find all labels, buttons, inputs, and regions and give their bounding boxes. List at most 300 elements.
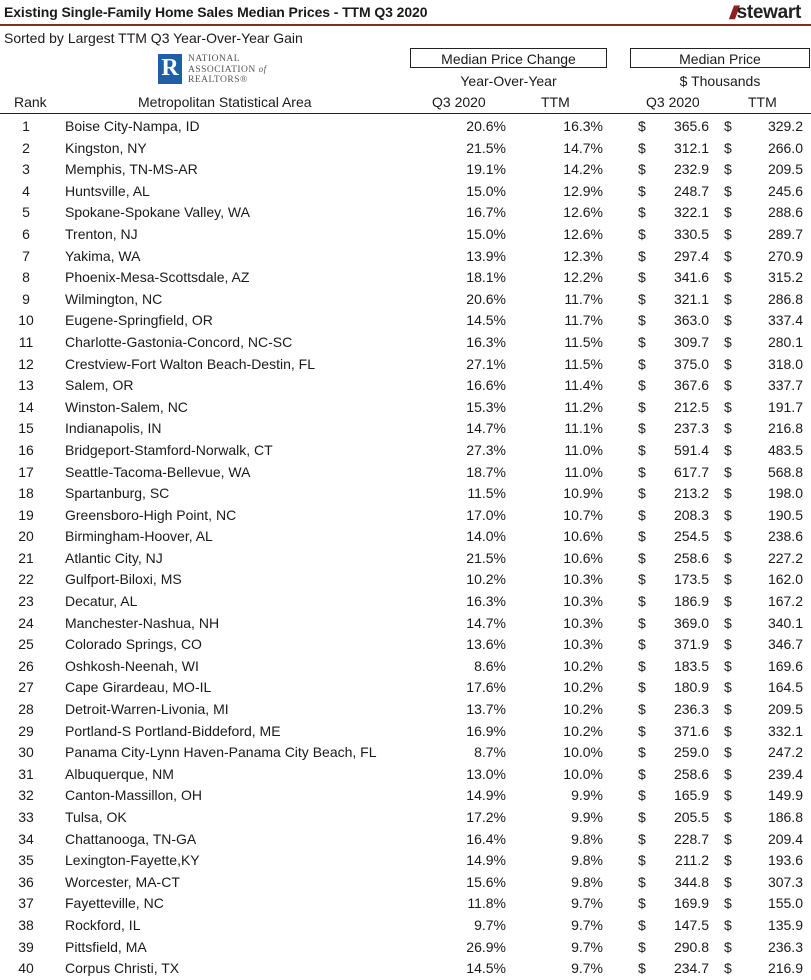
- ttm-change-cell: 11.7%: [564, 290, 603, 307]
- ttm-change-cell: 12.2%: [563, 269, 603, 286]
- nar-logo: [158, 54, 267, 85]
- currency-symbol: $: [724, 873, 732, 890]
- rank-cell: 22: [18, 571, 34, 588]
- currency-symbol: $: [724, 420, 732, 437]
- table-row: [0, 634, 811, 656]
- q3-price-cell: 365.6: [673, 118, 709, 134]
- col-header-rank: Rank: [14, 94, 47, 110]
- currency-symbol: $: [638, 916, 646, 933]
- ttm-price-cell: 236.3: [767, 938, 803, 955]
- q3-price-cell: 248.7: [673, 182, 709, 199]
- rank-cell: 10: [18, 312, 34, 329]
- table-row: [0, 224, 811, 246]
- currency-symbol: $: [638, 355, 646, 372]
- q3-change-cell: 20.6%: [466, 290, 506, 307]
- table-row: [0, 785, 811, 807]
- rank-cell: 25: [18, 636, 34, 653]
- q3-change-cell: 13.9%: [466, 247, 506, 264]
- ttm-change-cell: 16.3%: [563, 118, 603, 134]
- currency-symbol: $: [638, 701, 646, 718]
- q3-price-cell: 205.5: [673, 809, 709, 825]
- area-cell: Spartanburg, SC: [65, 485, 170, 502]
- ttm-change-cell: 10.7%: [563, 506, 603, 523]
- header-divider: [0, 113, 811, 114]
- q3-price-cell: 169.9: [673, 895, 709, 912]
- rank-cell: 34: [18, 830, 34, 847]
- currency-symbol: $: [724, 852, 732, 869]
- area-cell: Fayetteville, NC: [65, 895, 164, 912]
- area-cell: Chattanooga, TN-GA: [65, 830, 197, 847]
- currency-symbol: $: [638, 960, 646, 977]
- area-cell: Worcester, MA-CT: [65, 873, 180, 890]
- table-row: [0, 397, 811, 419]
- q3-price-cell: 165.9: [673, 787, 709, 804]
- q3-change-cell: 9.7%: [474, 916, 506, 933]
- table-row: [0, 462, 811, 484]
- median-price-change-header: Median Price Change: [410, 48, 607, 68]
- table-row: [0, 677, 811, 699]
- ttm-price-cell: 346.7: [767, 636, 803, 653]
- currency-symbol: $: [638, 312, 646, 329]
- q3-change-cell: 27.3%: [466, 441, 506, 458]
- currency-symbol: $: [724, 744, 732, 761]
- q3-change-cell: 13.0%: [466, 765, 506, 782]
- currency-symbol: $: [724, 139, 732, 156]
- rank-cell: 14: [18, 398, 34, 415]
- thousands-subheader: $ Thousands: [679, 73, 761, 89]
- q3-change-cell: 18.7%: [466, 463, 506, 480]
- ttm-price-cell: 216.9: [767, 960, 803, 977]
- ttm-price-cell: 164.5: [767, 679, 803, 696]
- q3-change-cell: 15.6%: [466, 873, 506, 890]
- q3-price-cell: 259.0: [673, 744, 709, 761]
- currency-symbol: $: [638, 204, 646, 221]
- currency-symbol: $: [724, 657, 732, 674]
- rank-cell: 19: [18, 506, 34, 523]
- q3-change-cell: 16.4%: [466, 830, 506, 847]
- q3-change-cell: 11.8%: [467, 895, 506, 912]
- ttm-change-cell: 10.2%: [563, 657, 603, 674]
- area-cell: Seattle-Tacoma-Bellevue, WA: [65, 463, 251, 480]
- q3-price-cell: 211.2: [675, 852, 709, 869]
- q3-price-cell: 254.5: [673, 528, 709, 545]
- ttm-price-cell: 209.5: [767, 701, 803, 718]
- ttm-price-cell: 337.7: [767, 377, 803, 394]
- currency-symbol: $: [724, 333, 732, 350]
- q3-change-cell: 16.9%: [466, 722, 506, 739]
- q3-change-cell: 14.5%: [466, 960, 506, 977]
- currency-symbol: $: [638, 161, 646, 178]
- currency-symbol: $: [638, 420, 646, 437]
- ttm-price-cell: 337.4: [767, 312, 803, 329]
- q3-price-cell: 312.1: [673, 139, 709, 156]
- currency-symbol: $: [638, 593, 646, 610]
- q3-change-cell: 15.0%: [466, 225, 506, 242]
- q3-change-cell: 10.2%: [466, 571, 506, 588]
- q3-change-cell: 13.7%: [466, 701, 506, 718]
- q3-price-cell: 290.8: [673, 938, 709, 955]
- col-header-area: Metropolitan Statistical Area: [138, 94, 312, 110]
- q3-price-cell: 591.4: [673, 441, 709, 458]
- currency-symbol: $: [724, 809, 732, 825]
- area-cell: Detroit-Warren-Livonia, MI: [65, 701, 229, 718]
- ttm-change-cell: 11.5%: [564, 333, 603, 350]
- ttm-change-cell: 10.0%: [563, 744, 603, 761]
- q3-price-cell: 369.0: [673, 614, 709, 631]
- ttm-price-cell: 167.2: [767, 593, 803, 610]
- ttm-price-cell: 289.7: [767, 225, 803, 242]
- ttm-price-cell: 280.1: [767, 333, 803, 350]
- ttm-price-cell: 340.1: [767, 614, 803, 631]
- stewart-logo: [730, 2, 801, 24]
- ttm-change-cell: 11.1%: [564, 420, 603, 437]
- area-cell: Manchester-Nashua, NH: [65, 614, 220, 631]
- ttm-change-cell: 11.4%: [564, 377, 603, 394]
- table-row: [0, 289, 811, 311]
- ttm-change-cell: 11.0%: [564, 441, 603, 458]
- area-cell: Wilmington, NC: [65, 290, 163, 307]
- q3-price-cell: 341.6: [673, 269, 709, 286]
- page-subtitle: Sorted by Largest TTM Q3 Year-Over-Year Gain: [4, 30, 303, 46]
- currency-symbol: $: [724, 722, 732, 739]
- area-cell: Oshkosh-Neenah, WI: [65, 657, 199, 674]
- stewart-slashes-icon: ///: [729, 2, 736, 23]
- area-cell: Memphis, TN-MS-AR: [65, 161, 198, 178]
- table-row: [0, 742, 811, 764]
- currency-symbol: $: [724, 571, 732, 588]
- ttm-price-cell: 149.9: [767, 787, 803, 804]
- realtor-r-icon: R: [158, 54, 182, 84]
- rank-cell: 30: [18, 744, 34, 761]
- currency-symbol: $: [724, 204, 732, 221]
- currency-symbol: $: [638, 679, 646, 696]
- currency-symbol: $: [638, 182, 646, 199]
- area-cell: Portland-S Portland-Biddeford, ME: [65, 722, 281, 739]
- ttm-price-cell: 332.1: [767, 722, 803, 739]
- currency-symbol: $: [638, 787, 646, 804]
- area-cell: Rockford, IL: [65, 916, 141, 933]
- ttm-price-cell: 270.9: [767, 247, 803, 264]
- rank-cell: 20: [18, 528, 34, 545]
- ttm-price-cell: 209.5: [767, 161, 803, 178]
- q3-price-cell: 236.3: [673, 701, 709, 718]
- currency-symbol: $: [724, 161, 732, 178]
- area-cell: Eugene-Springfield, OR: [65, 312, 213, 329]
- rank-cell: 9: [22, 290, 30, 307]
- rank-cell: 29: [18, 722, 34, 739]
- currency-symbol: $: [638, 722, 646, 739]
- area-cell: Atlantic City, NJ: [65, 549, 163, 566]
- q3-change-cell: 8.7%: [474, 744, 506, 761]
- col-header-ttm-price: TTM: [748, 94, 777, 110]
- q3-change-cell: 15.0%: [466, 182, 506, 199]
- area-cell: Canton-Massillon, OH: [65, 787, 202, 804]
- currency-symbol: $: [724, 787, 732, 804]
- currency-symbol: $: [638, 571, 646, 588]
- currency-symbol: $: [724, 506, 732, 523]
- ttm-change-cell: 10.6%: [563, 528, 603, 545]
- ttm-change-cell: 10.3%: [563, 571, 603, 588]
- currency-symbol: $: [638, 528, 646, 545]
- table-row: [0, 893, 811, 915]
- q3-price-cell: 234.7: [673, 960, 709, 977]
- ttm-price-cell: 155.0: [767, 895, 803, 912]
- area-cell: Tulsa, OK: [65, 809, 127, 825]
- currency-symbol: $: [638, 873, 646, 890]
- page-title: Existing Single-Family Home Sales Median Prices - TTM Q3 2020: [4, 4, 428, 20]
- currency-symbol: $: [724, 960, 732, 977]
- table-row: [0, 116, 811, 138]
- rank-cell: 6: [22, 225, 30, 242]
- q3-price-cell: 330.5: [673, 225, 709, 242]
- q3-change-cell: 14.9%: [466, 787, 506, 804]
- ttm-change-cell: 12.6%: [563, 204, 603, 221]
- q3-price-cell: 186.9: [673, 593, 709, 610]
- currency-symbol: $: [638, 247, 646, 264]
- currency-symbol: $: [724, 916, 732, 933]
- area-cell: Huntsville, AL: [65, 182, 150, 199]
- ttm-price-cell: 198.0: [767, 485, 803, 502]
- area-cell: Winston-Salem, NC: [65, 398, 188, 415]
- q3-price-cell: 309.7: [673, 333, 709, 350]
- rank-cell: 23: [18, 593, 34, 610]
- table-row: [0, 958, 811, 980]
- ttm-change-cell: 9.9%: [571, 809, 603, 825]
- ttm-change-cell: 9.8%: [571, 852, 603, 869]
- table-row: [0, 764, 811, 786]
- ttm-change-cell: 14.7%: [563, 139, 603, 156]
- ttm-change-cell: 10.3%: [563, 614, 603, 631]
- ttm-price-cell: 288.6: [767, 204, 803, 221]
- ttm-change-cell: 9.7%: [571, 895, 603, 912]
- ttm-change-cell: 10.0%: [563, 765, 603, 782]
- q3-price-cell: 173.5: [673, 571, 709, 588]
- q3-change-cell: 17.6%: [466, 679, 506, 696]
- table-row: [0, 807, 811, 829]
- currency-symbol: $: [724, 549, 732, 566]
- ttm-price-cell: 238.6: [767, 528, 803, 545]
- table-row: [0, 332, 811, 354]
- currency-symbol: $: [638, 895, 646, 912]
- ttm-price-cell: 191.7: [767, 398, 803, 415]
- nar-wordmark: NATIONAL ASSOCIATION of REALTORS®: [188, 54, 267, 85]
- currency-symbol: $: [638, 441, 646, 458]
- ttm-price-cell: 209.4: [767, 830, 803, 847]
- table-row: [0, 699, 811, 721]
- rank-cell: 40: [18, 960, 34, 977]
- q3-change-cell: 16.3%: [466, 593, 506, 610]
- rank-cell: 8: [22, 269, 30, 286]
- col-header-q3-price: Q3 2020: [646, 94, 700, 110]
- ttm-change-cell: 9.8%: [571, 873, 603, 890]
- q3-change-cell: 14.7%: [466, 420, 506, 437]
- rank-cell: 11: [18, 333, 34, 350]
- ttm-price-cell: 286.8: [767, 290, 803, 307]
- ttm-price-cell: 186.8: [767, 809, 803, 825]
- table-row: [0, 246, 811, 268]
- ttm-price-cell: 329.2: [767, 118, 803, 134]
- rank-cell: 13: [18, 377, 34, 394]
- q3-price-cell: 367.6: [673, 377, 709, 394]
- area-cell: Phoenix-Mesa-Scottsdale, AZ: [65, 269, 250, 286]
- col-header-q3-change: Q3 2020: [432, 94, 486, 110]
- currency-symbol: $: [724, 398, 732, 415]
- currency-symbol: $: [638, 506, 646, 523]
- rank-cell: 27: [18, 679, 34, 696]
- rank-cell: 33: [18, 809, 34, 825]
- rank-cell: 4: [22, 182, 30, 199]
- rank-cell: 37: [18, 895, 34, 912]
- ttm-change-cell: 9.7%: [571, 960, 603, 977]
- ttm-change-cell: 10.2%: [563, 722, 603, 739]
- currency-symbol: $: [724, 269, 732, 286]
- table-row: [0, 310, 811, 332]
- ttm-price-cell: 227.2: [767, 549, 803, 566]
- currency-symbol: $: [638, 225, 646, 242]
- q3-price-cell: 322.1: [673, 204, 709, 221]
- currency-symbol: $: [638, 463, 646, 480]
- table-row: [0, 202, 811, 224]
- rank-cell: 12: [18, 355, 34, 372]
- q3-change-cell: 17.2%: [466, 809, 506, 825]
- currency-symbol: $: [724, 636, 732, 653]
- rank-cell: 26: [18, 657, 34, 674]
- currency-symbol: $: [724, 441, 732, 458]
- rank-cell: 1: [22, 118, 30, 134]
- area-cell: Bridgeport-Stamford-Norwalk, CT: [65, 441, 273, 458]
- rank-cell: 17: [18, 463, 34, 480]
- currency-symbol: $: [638, 852, 646, 869]
- currency-symbol: $: [724, 593, 732, 610]
- currency-symbol: $: [638, 744, 646, 761]
- table-row: [0, 656, 811, 678]
- q3-change-cell: 11.5%: [467, 485, 506, 502]
- currency-symbol: $: [638, 636, 646, 653]
- ttm-price-cell: 568.8: [767, 463, 803, 480]
- area-cell: Panama City-Lynn Haven-Panama City Beach, FL: [65, 744, 377, 761]
- ttm-price-cell: 245.6: [767, 182, 803, 199]
- q3-price-cell: 228.7: [673, 830, 709, 847]
- table-row: [0, 937, 811, 959]
- ttm-price-cell: 193.6: [767, 852, 803, 869]
- q3-price-cell: 371.9: [673, 636, 709, 653]
- rank-cell: 18: [18, 485, 34, 502]
- table-row: [0, 159, 811, 181]
- table-row: [0, 829, 811, 851]
- currency-symbol: $: [724, 485, 732, 502]
- data-table: [0, 116, 811, 980]
- table-row: [0, 548, 811, 570]
- currency-symbol: $: [724, 225, 732, 242]
- currency-symbol: $: [638, 830, 646, 847]
- ttm-change-cell: 11.0%: [564, 463, 603, 480]
- ttm-price-cell: 216.8: [767, 420, 803, 437]
- currency-symbol: $: [638, 549, 646, 566]
- q3-change-cell: 13.6%: [466, 636, 506, 653]
- ttm-price-cell: 162.0: [767, 571, 803, 588]
- area-cell: Cape Girardeau, MO-IL: [65, 679, 212, 696]
- ttm-change-cell: 12.9%: [563, 182, 603, 199]
- area-cell: Corpus Christi, TX: [65, 960, 180, 977]
- rank-cell: 32: [18, 787, 34, 804]
- ttm-change-cell: 12.3%: [563, 247, 603, 264]
- currency-symbol: $: [724, 463, 732, 480]
- q3-change-cell: 27.1%: [466, 355, 506, 372]
- ttm-price-cell: 307.3: [767, 873, 803, 890]
- q3-price-cell: 208.3: [673, 506, 709, 523]
- q3-change-cell: 19.1%: [466, 161, 506, 178]
- currency-symbol: $: [724, 938, 732, 955]
- area-cell: Salem, OR: [65, 377, 134, 394]
- currency-symbol: $: [638, 614, 646, 631]
- table-row: [0, 483, 811, 505]
- rank-cell: 36: [18, 873, 34, 890]
- area-cell: Indianapolis, IN: [65, 420, 162, 437]
- area-cell: Spokane-Spokane Valley, WA: [65, 204, 250, 221]
- q3-change-cell: 14.7%: [466, 614, 506, 631]
- area-cell: Yakima, WA: [65, 247, 141, 264]
- q3-change-cell: 14.0%: [466, 528, 506, 545]
- ttm-price-cell: 266.0: [767, 139, 803, 156]
- q3-change-cell: 18.1%: [466, 269, 506, 286]
- q3-change-cell: 17.0%: [466, 506, 506, 523]
- currency-symbol: $: [638, 333, 646, 350]
- rank-cell: 39: [18, 938, 34, 955]
- table-row: [0, 915, 811, 937]
- q3-price-cell: 363.0: [673, 312, 709, 329]
- col-header-ttm-change: TTM: [541, 94, 570, 110]
- area-cell: Colorado Springs, CO: [65, 636, 202, 653]
- currency-symbol: $: [724, 312, 732, 329]
- table-row: [0, 181, 811, 203]
- currency-symbol: $: [638, 118, 646, 134]
- area-cell: Pittsfield, MA: [65, 938, 147, 955]
- q3-price-cell: 617.7: [673, 463, 709, 480]
- q3-price-cell: 375.0: [673, 355, 709, 372]
- ttm-price-cell: 315.2: [767, 269, 803, 286]
- currency-symbol: $: [638, 377, 646, 394]
- ttm-change-cell: 14.2%: [563, 161, 603, 178]
- q3-change-cell: 21.5%: [466, 549, 506, 566]
- currency-symbol: $: [724, 679, 732, 696]
- ttm-price-cell: 239.4: [767, 765, 803, 782]
- currency-symbol: $: [638, 938, 646, 955]
- rank-cell: 3: [22, 161, 30, 178]
- currency-symbol: $: [724, 614, 732, 631]
- area-cell: Kingston, NY: [65, 139, 147, 156]
- ttm-change-cell: 12.6%: [563, 225, 603, 242]
- q3-change-cell: 21.5%: [466, 139, 506, 156]
- q3-price-cell: 232.9: [673, 161, 709, 178]
- q3-change-cell: 16.7%: [466, 204, 506, 221]
- q3-change-cell: 14.9%: [466, 852, 506, 869]
- ttm-change-cell: 10.2%: [563, 701, 603, 718]
- ttm-change-cell: 11.5%: [564, 355, 603, 372]
- table-row: [0, 138, 811, 160]
- ttm-change-cell: 9.9%: [571, 787, 603, 804]
- q3-price-cell: 321.1: [673, 290, 709, 307]
- ttm-change-cell: 9.7%: [571, 916, 603, 933]
- rank-cell: 24: [18, 614, 34, 631]
- currency-symbol: $: [724, 182, 732, 199]
- table-row: [0, 440, 811, 462]
- currency-symbol: $: [724, 701, 732, 718]
- q3-price-cell: 147.5: [673, 916, 709, 933]
- currency-symbol: $: [638, 765, 646, 782]
- currency-symbol: $: [638, 139, 646, 156]
- ttm-change-cell: 10.3%: [563, 593, 603, 610]
- ttm-price-cell: 247.2: [767, 744, 803, 761]
